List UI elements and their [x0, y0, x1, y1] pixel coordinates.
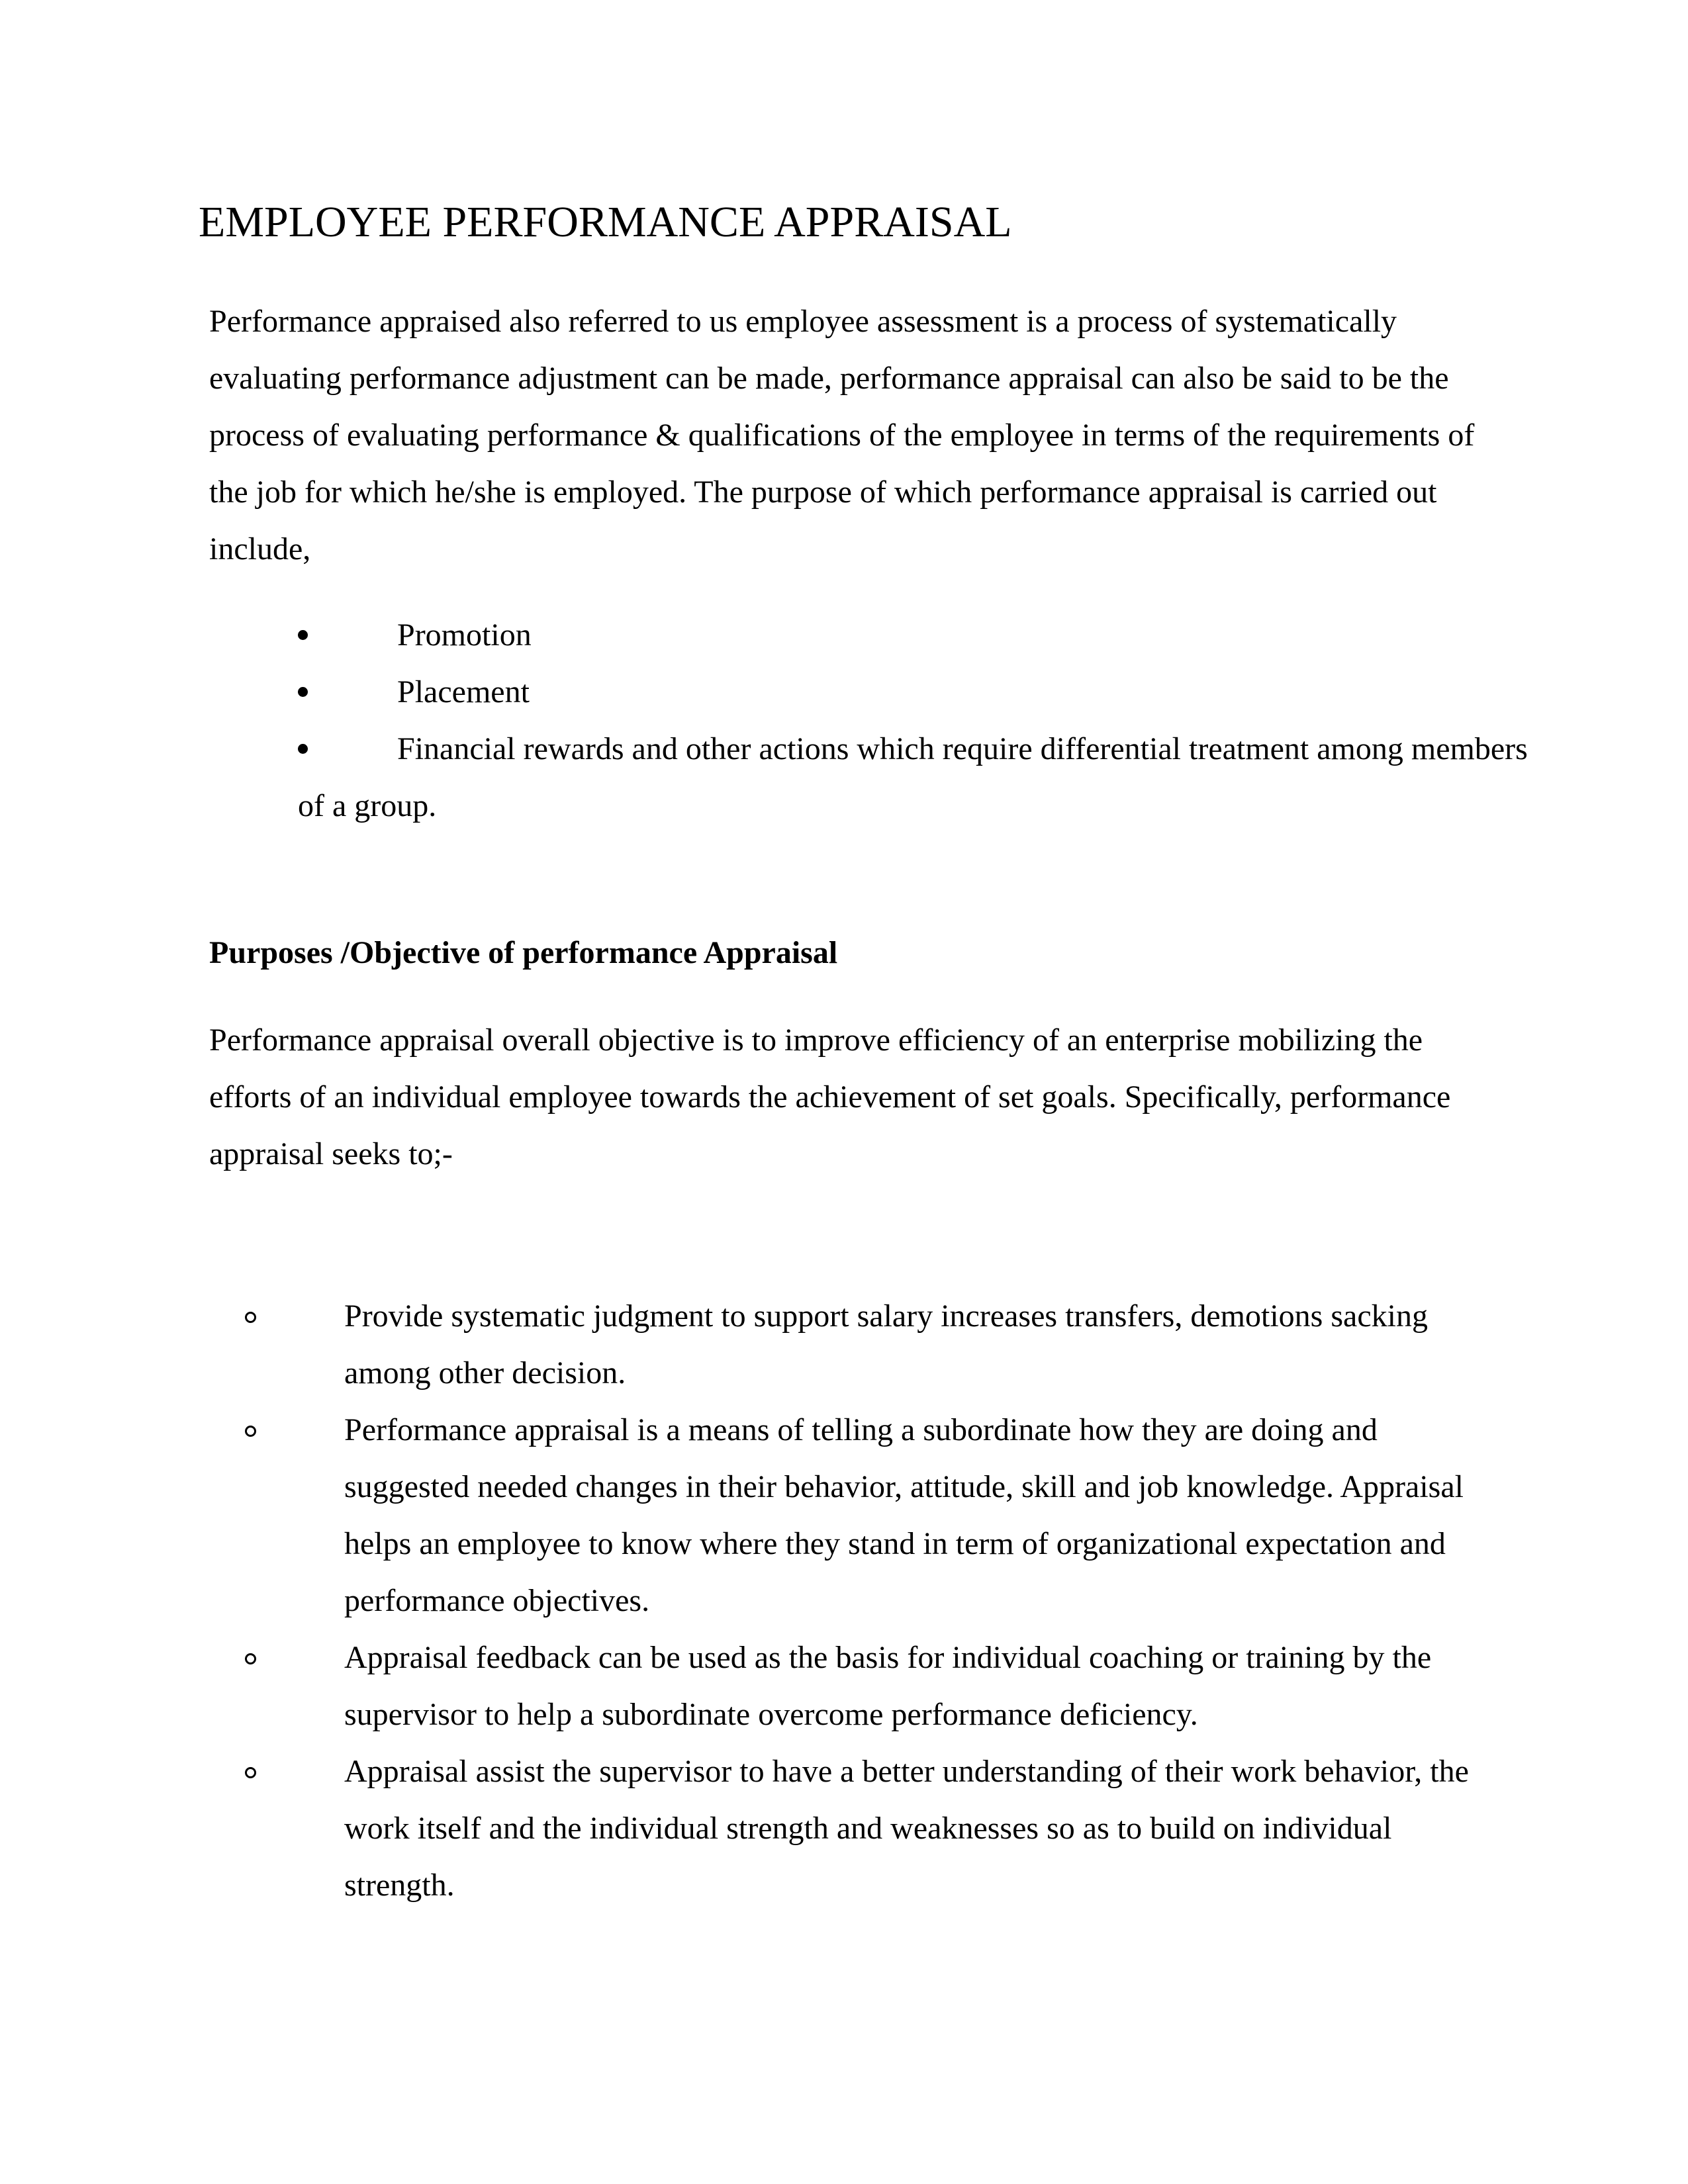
objective-paragraph: Performance appraisal overall objective is to improve efficiency of an enterprise mobilizing the efforts of an individual employee towards the achievement of set goals. Specifically, performance appraisal seeks to;-: [209, 1023, 1451, 1171]
bullet-icon: [298, 721, 397, 778]
list-item: [298, 664, 1529, 721]
list-item-text: Appraisal feedback can be used as the basis for individual coaching or training by the supervisor to help a subordinate overcome performance deficiency.: [344, 1640, 1432, 1732]
list-item-text: Provide systematic judgment to support salary increases transfers, demotions sacking among other decision.: [344, 1298, 1428, 1390]
list-item-text: Promotion: [397, 617, 532, 653]
bullet-icon: [298, 664, 397, 721]
circle-bullet-icon: [245, 1743, 344, 1800]
circle-bullet-icon: [245, 1629, 344, 1686]
circle-bullet-icon: [245, 1402, 344, 1459]
list-item: [245, 1288, 1489, 1402]
purpose-list: [298, 607, 1529, 835]
list-item-text: Performance appraisal is a means of telling a subordinate how they are doing and suggested needed changes in their behavior, attitude, skill and job knowledge. Appraisal helps an employee to know where they stand in term of organizational expectation and performance objectives.: [344, 1412, 1464, 1618]
list-item-text: Appraisal assist the supervisor to have a better understanding of their work behavior, the work itself and the individual strength and weaknesses so as to build on individual strength.: [344, 1754, 1469, 1903]
list-item-text: Financial rewards and other actions which require differential treatment among members of a group.: [298, 731, 1528, 823]
list-item: [245, 1629, 1489, 1743]
page-title: EMPLOYEE PERFORMANCE APPRAISAL: [199, 198, 1012, 246]
bullet-icon: [298, 607, 397, 664]
list-item-text: Placement: [397, 674, 530, 709]
list-item: [298, 607, 1529, 664]
list-item: [245, 1402, 1489, 1629]
objective-list: [245, 1288, 1489, 1914]
list-item: [298, 721, 1529, 835]
list-item: [245, 1743, 1489, 1914]
intro-paragraph: Performance appraised also referred to us employee assessment is a process of systematically evaluating performance adjustment can be made, performance appraisal can also be said to be the process of evaluating performance & qualifications of the employee in terms of the requirements of the job for which he/she is employed. The purpose of which performance appraisal is carried out include,: [209, 304, 1475, 567]
circle-bullet-icon: [245, 1288, 344, 1345]
section-heading: Purposes /Objective of performance Appraisal: [209, 935, 838, 970]
